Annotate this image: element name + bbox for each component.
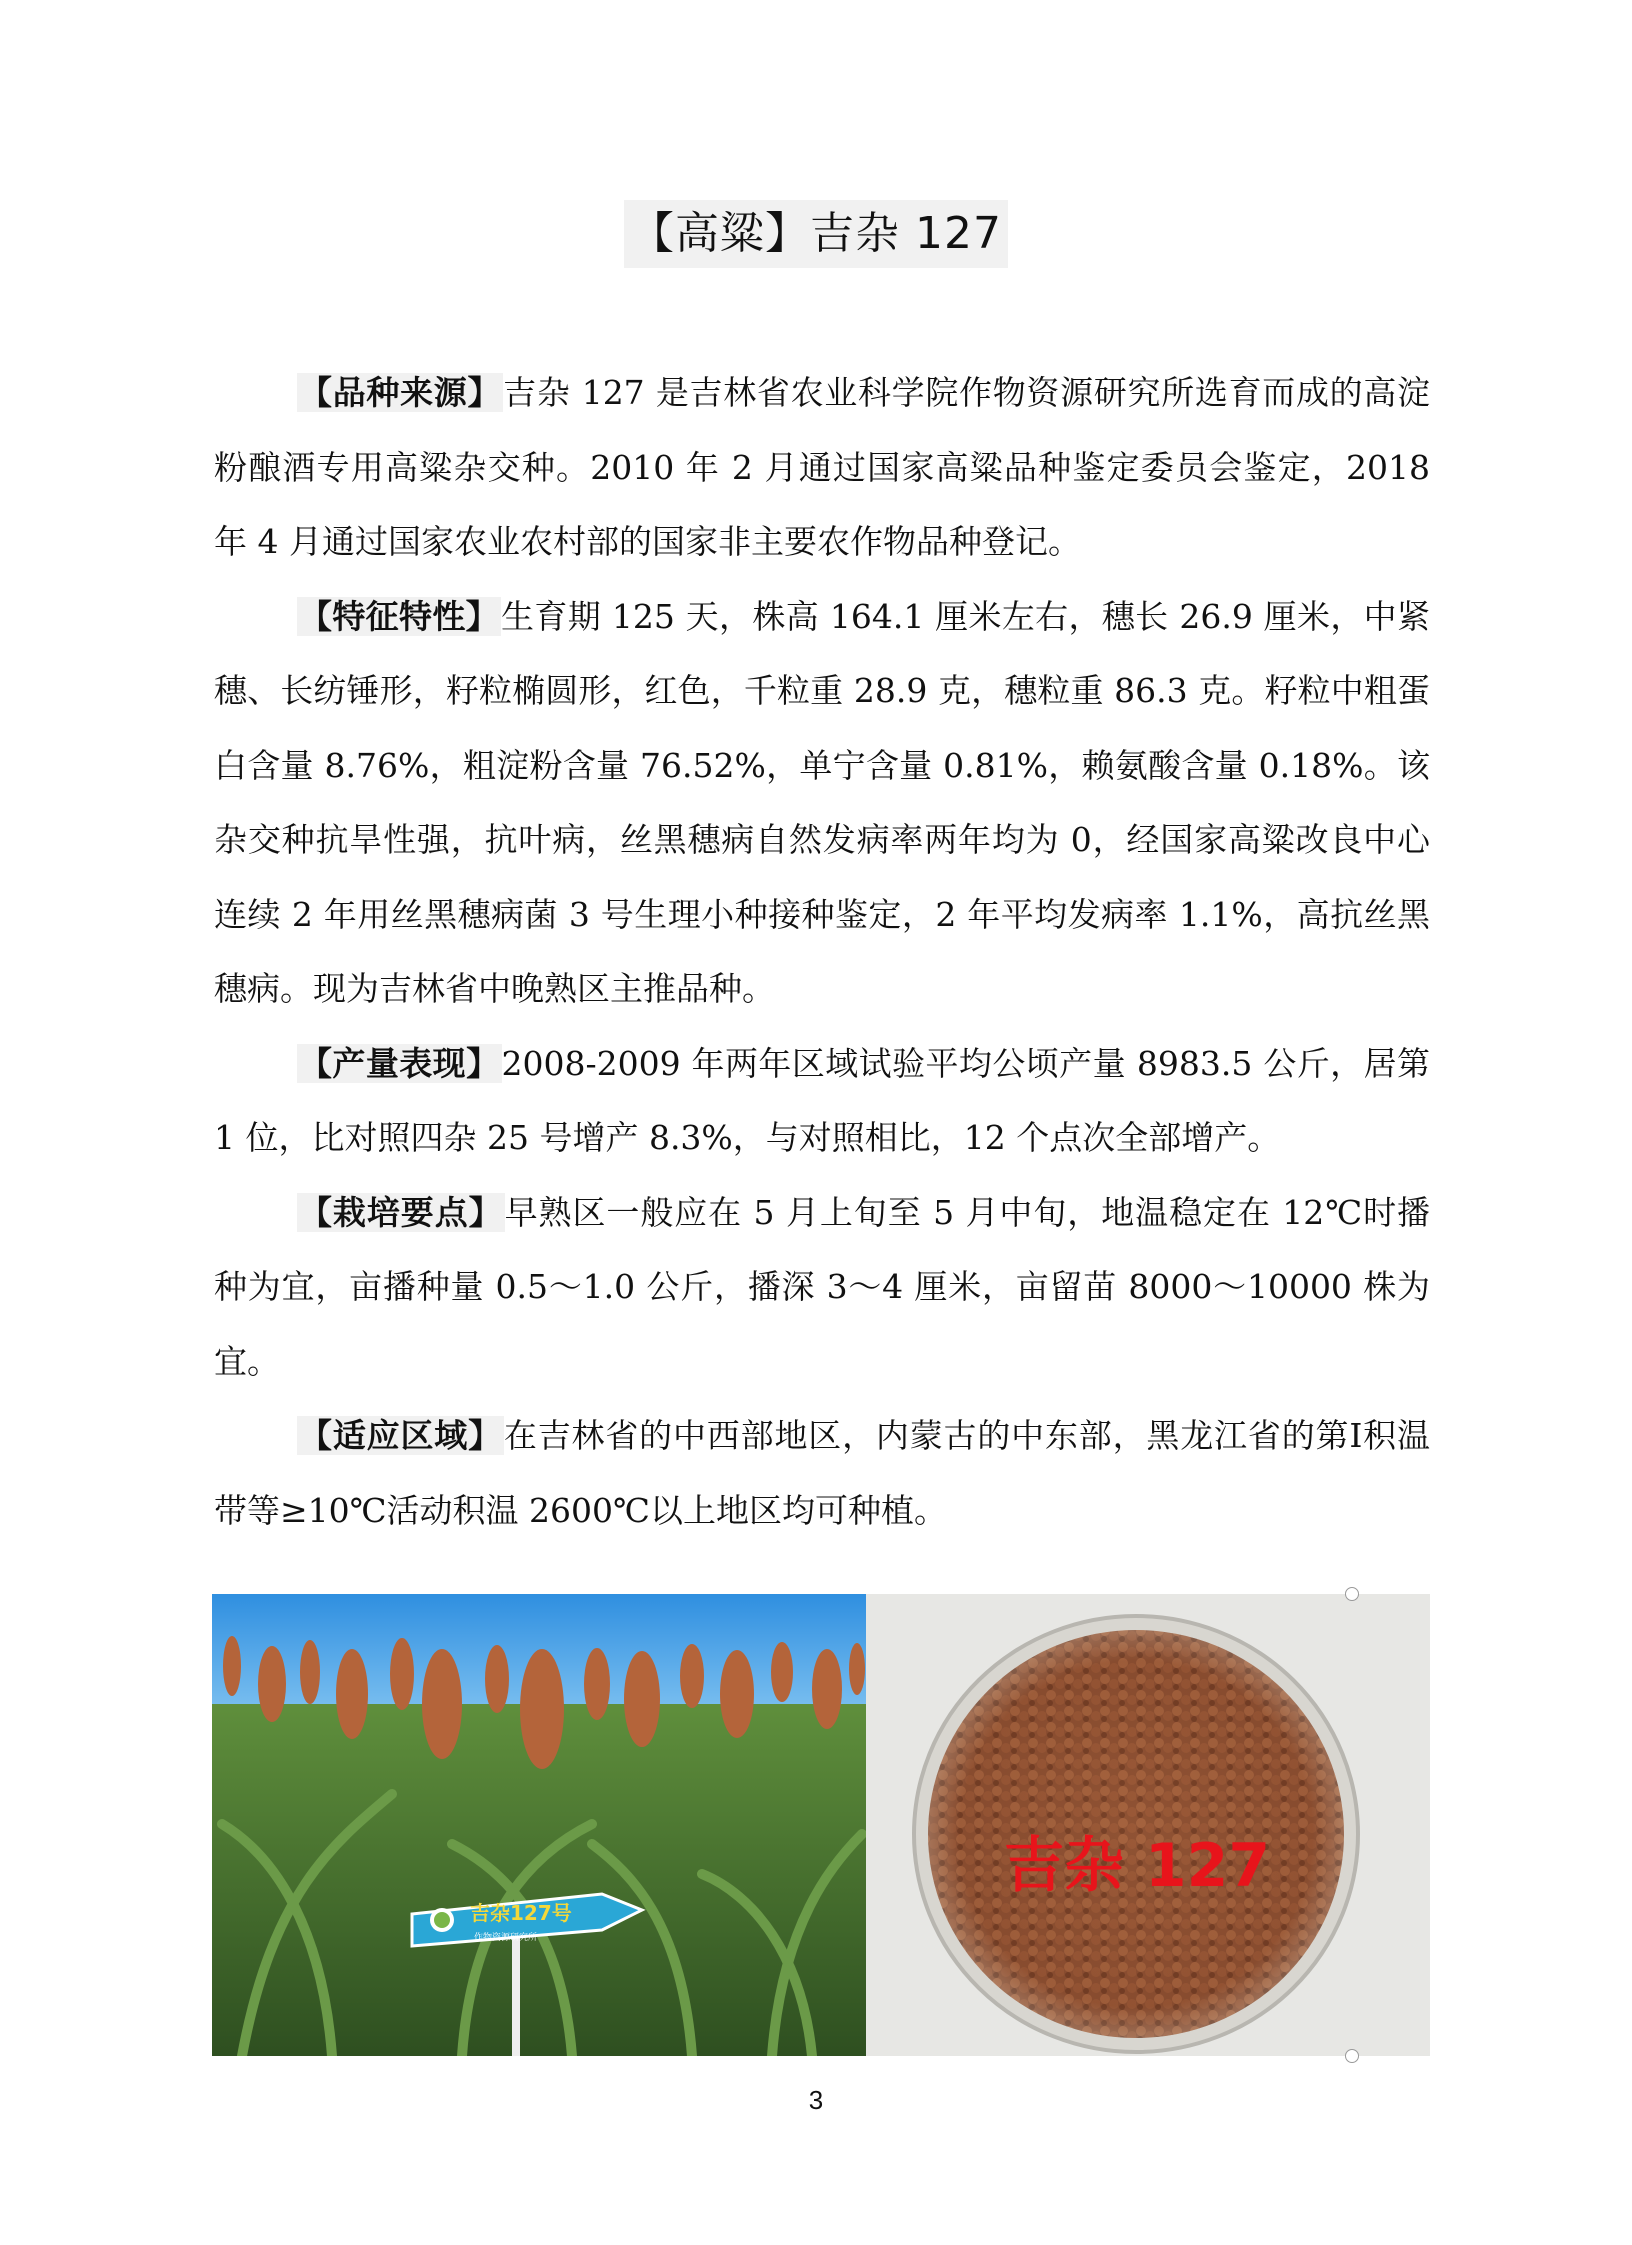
grain-photo (866, 1594, 1430, 2056)
page-number: 3 (808, 2085, 824, 2115)
section-characteristics (214, 580, 1430, 1027)
section-region (214, 1399, 1430, 1548)
section-text: 早熟区一般应在 5 月上旬至 5 月中旬，地温稳定在 12℃时播种为宜，亩播种量 0.5～1.0 公斤，播深 3～4 厘米，亩留苗 8000～10000 株为宜。 (214, 1192, 1430, 1381)
grain-dish-illustration (866, 1594, 1430, 2056)
section-label: 【特征特性】 (299, 596, 500, 636)
section-text: 2008-2009 年两年区域试验平均公顷产量 8983.5 公斤，居第 1 位，比对照四杂 25 号增产 8.3%，与对照相比，12 个点次全部增产。 (214, 1043, 1430, 1157)
section-yield (214, 1027, 1430, 1176)
section-label: 【产量表现】 (299, 1043, 500, 1083)
section-label: 【栽培要点】 (299, 1192, 503, 1232)
section-text: 吉杂 127 是吉林省农业科学院作物资源研究所选育而成的高淀粉酿酒专用高粱杂交种。2010 年 2 月通过国家高粱品种鉴定委员会鉴定，2018 年 4 月通过国家农业农村部的国家非主要农作物品种登记。 (214, 373, 1431, 561)
title-wrapper (0, 200, 1632, 268)
grain-label: 吉杂 127 (1004, 1831, 1271, 1901)
photo-strip (212, 1594, 1430, 2056)
field-sign-title: 吉杂127号 (470, 1901, 572, 1925)
section-text: 在吉林省的中西部地区，内蒙古的中东部，黑龙江省的第Ⅰ积温带等≥10℃活动积温 2600℃以上地区均可种植。 (214, 1416, 1430, 1530)
field-sign-subtitle: 作物资源研究所 (474, 1933, 538, 1943)
section-cultivation (214, 1176, 1430, 1400)
document-body (214, 356, 1430, 1548)
section-label: 【品种来源】 (299, 373, 502, 412)
sorghum-field-illustration (212, 1594, 866, 2056)
section-origin (214, 356, 1430, 580)
resize-handle-bottom[interactable] (1345, 2049, 1359, 2063)
page-title: 【高粱】吉杂 127 (624, 200, 1008, 268)
resize-handle-top[interactable] (1345, 1587, 1359, 1601)
section-label: 【适应区域】 (299, 1416, 502, 1455)
section-text: 生育期 125 天，株高 164.1 厘米左右，穗长 26.9 厘米，中紧穗、长纺锤形，籽粒椭圆形，红色，千粒重 28.9 克，穗粒重 86.3 克。籽粒中粗蛋白含量 8.76%，粗淀粉含量 76.52%，单宁含量 0.81%，赖氨酸含量 0.18%。该杂交种抗旱性强，抗叶病，丝黑穗病自然发病率两年均为 0，经国家高粱改良中心连续 2 年用丝黑穗病菌 3 号生理小种接种鉴定，2 年平均发病率 1.1%，高抗丝黑穗病。现为吉林省中晚熟区主推品种。 (214, 596, 1431, 1008)
sorghum-field-photo (212, 1594, 866, 2056)
